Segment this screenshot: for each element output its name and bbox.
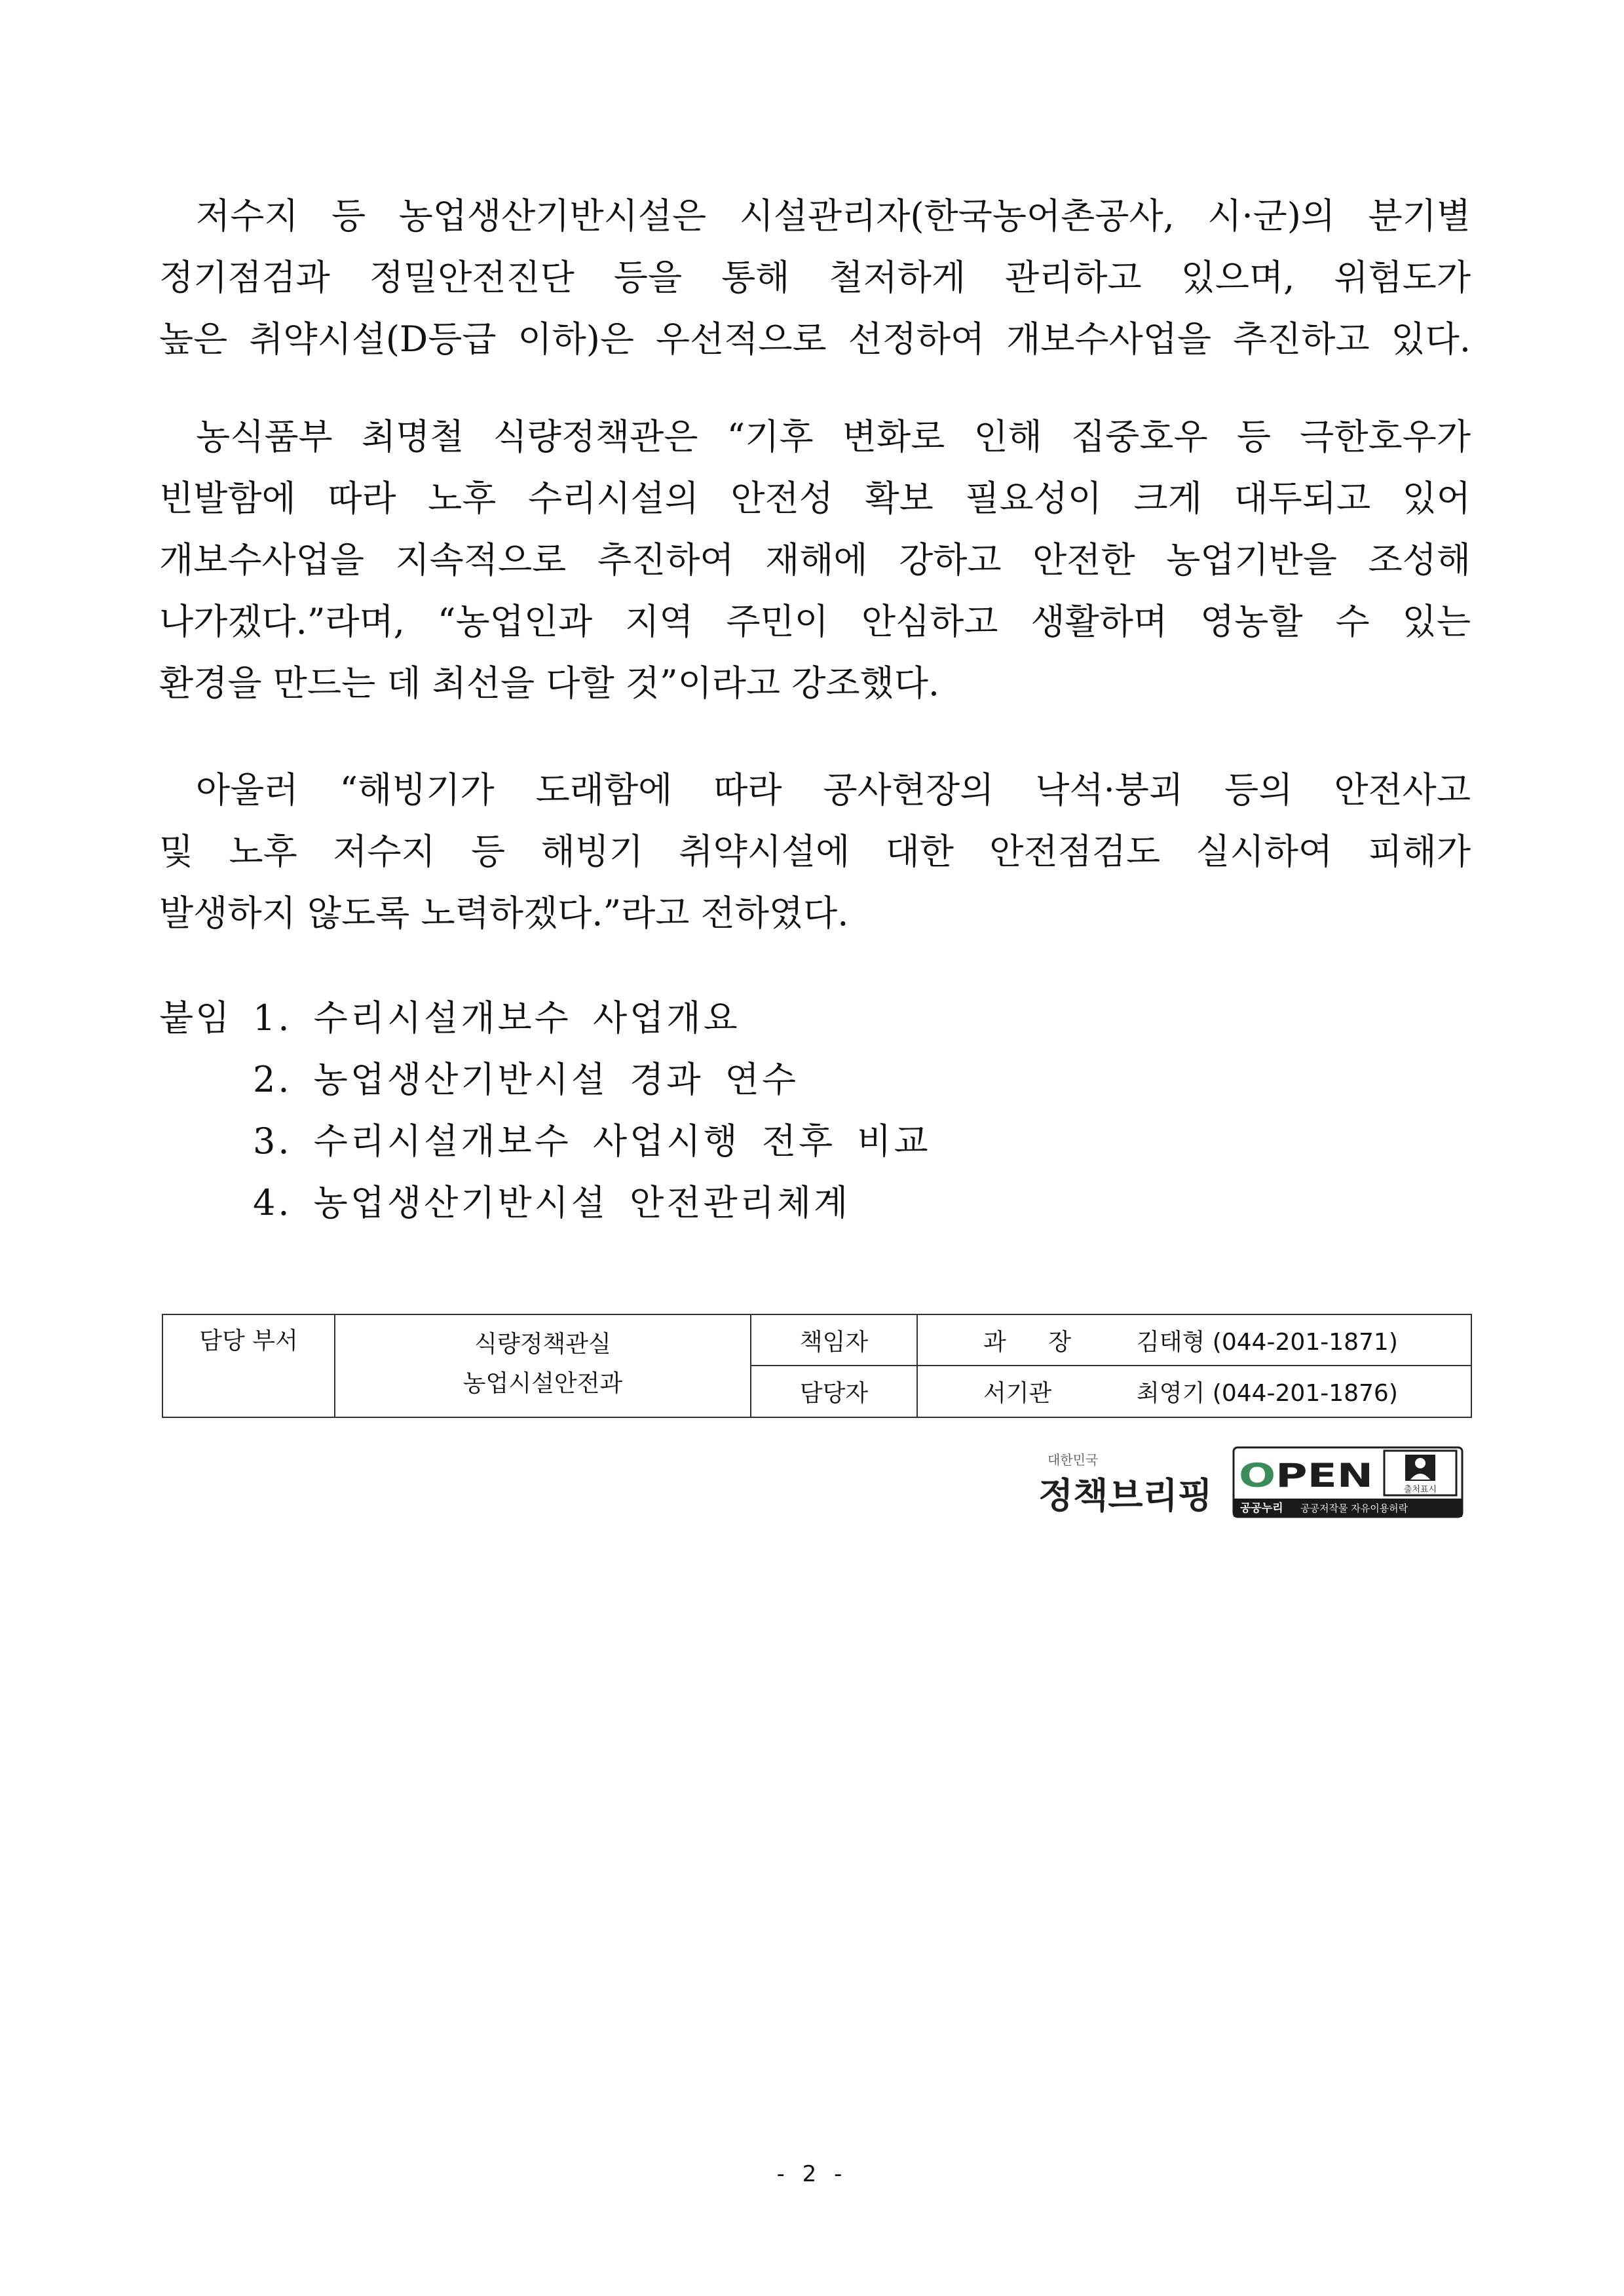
role-cell (751, 1314, 917, 1366)
policy-briefing-logo (1037, 1449, 1215, 1518)
paragraph-line: 저수지 등 농업생산기반시설은 시설관리자(한국농어촌공사, 시·군)의 분기별 (196, 195, 1471, 237)
dept-label-cell (162, 1314, 335, 1417)
page-number: - 2 - (776, 2161, 848, 2187)
table-row (162, 1314, 1471, 1366)
attachment-item (159, 1111, 1076, 1172)
person-title: 과 장 (983, 1328, 1071, 1356)
person-name-phone: 최영기 (044-201-1876) (1137, 1380, 1398, 1407)
attachment-text: 4. 농업생산기반시설 안전관리체계 (253, 1182, 851, 1223)
person-cell (917, 1366, 1471, 1417)
kogl-open-logo (1232, 1446, 1463, 1518)
paragraph-line: 나가겠다.”라며, “농업인과 지역 주민이 안심하고 생활하며 영농할 수 있는 (159, 601, 1471, 642)
briefing-logo-main-text: 정책브리핑 (1038, 1475, 1213, 1516)
open-logo-word: OPEN (1239, 1457, 1373, 1495)
attachments-label: 붙임 (159, 997, 232, 1039)
open-logo-caption: 공공저작물 자유이용허락 (1300, 1502, 1408, 1514)
paragraph-1 (159, 185, 1471, 370)
person-title: 서기관 (983, 1380, 1052, 1407)
person-name-phone: 김태형 (044-201-1871) (1137, 1328, 1398, 1356)
paragraph-line: 정기점검과 정밀안전진단 등을 통해 철저하게 관리하고 있으며, 위험도가 (159, 257, 1471, 298)
paragraph-line: 환경을 만드는 데 최선을 다할 것”이라고 강조했다. (159, 662, 940, 704)
briefing-logo-small-text: 대한민국 (1048, 1452, 1099, 1468)
attachment-item (159, 1049, 1076, 1111)
person-cell (917, 1314, 1471, 1366)
paragraph-line: 농식품부 최명철 식량정책관은 “기후 변화로 인해 집중호우 등 극한호우가 (196, 416, 1471, 457)
attachment-text: 3. 수리시설개보수 사업시행 전후 비교 (253, 1120, 931, 1162)
paragraph-line: 높은 취약시설(D등급 이하)은 우선적으로 선정하여 개보수사업을 추진하고 있다. (159, 318, 1471, 360)
paragraph-2 (159, 406, 1471, 714)
paragraph-3 (159, 759, 1471, 944)
attachment-text: 2. 농업생산기반시설 경과 연수 (253, 1059, 799, 1100)
paragraph-line: 아울러 “해빙기가 도래함에 따라 공사현장의 낙석·붕괴 등의 안전사고 (196, 769, 1471, 811)
paragraph-line: 개보수사업을 지속적으로 추진하여 재해에 강하고 안전한 농업기반을 조성해 (159, 539, 1471, 581)
open-logo-brand: 공공누리 (1240, 1502, 1283, 1515)
paragraph-line: 발생하지 않도록 노력하겠다.”라고 전하였다. (159, 892, 849, 934)
paragraph-line: 빈발함에 따라 노후 수리시설의 안전성 확보 필요성이 크게 대두되고 있어 (159, 478, 1471, 519)
attachment-item (159, 987, 1076, 1049)
role-cell (751, 1366, 917, 1417)
person-icon (1405, 1455, 1435, 1481)
paragraph-line: 및 노후 저수지 등 해빙기 취약시설에 대한 안전점검도 실시하여 피해가 (159, 831, 1471, 872)
dept-name-line: 농업시설안전과 (463, 1370, 623, 1397)
dept-label: 담당 부서 (199, 1328, 298, 1354)
role-label: 담당자 (799, 1380, 869, 1407)
attachment-text: 1. 수리시설개보수 사업개요 (253, 997, 740, 1039)
attachment-item (159, 1172, 1076, 1234)
role-label: 책임자 (799, 1328, 869, 1356)
dept-name-line: 식량정책관실 (474, 1331, 611, 1358)
attachments-list (159, 987, 1076, 1234)
contact-table (162, 1314, 1472, 1418)
attribution-badge-label: 출처표시 (1403, 1485, 1437, 1495)
dept-name-cell (335, 1314, 751, 1417)
